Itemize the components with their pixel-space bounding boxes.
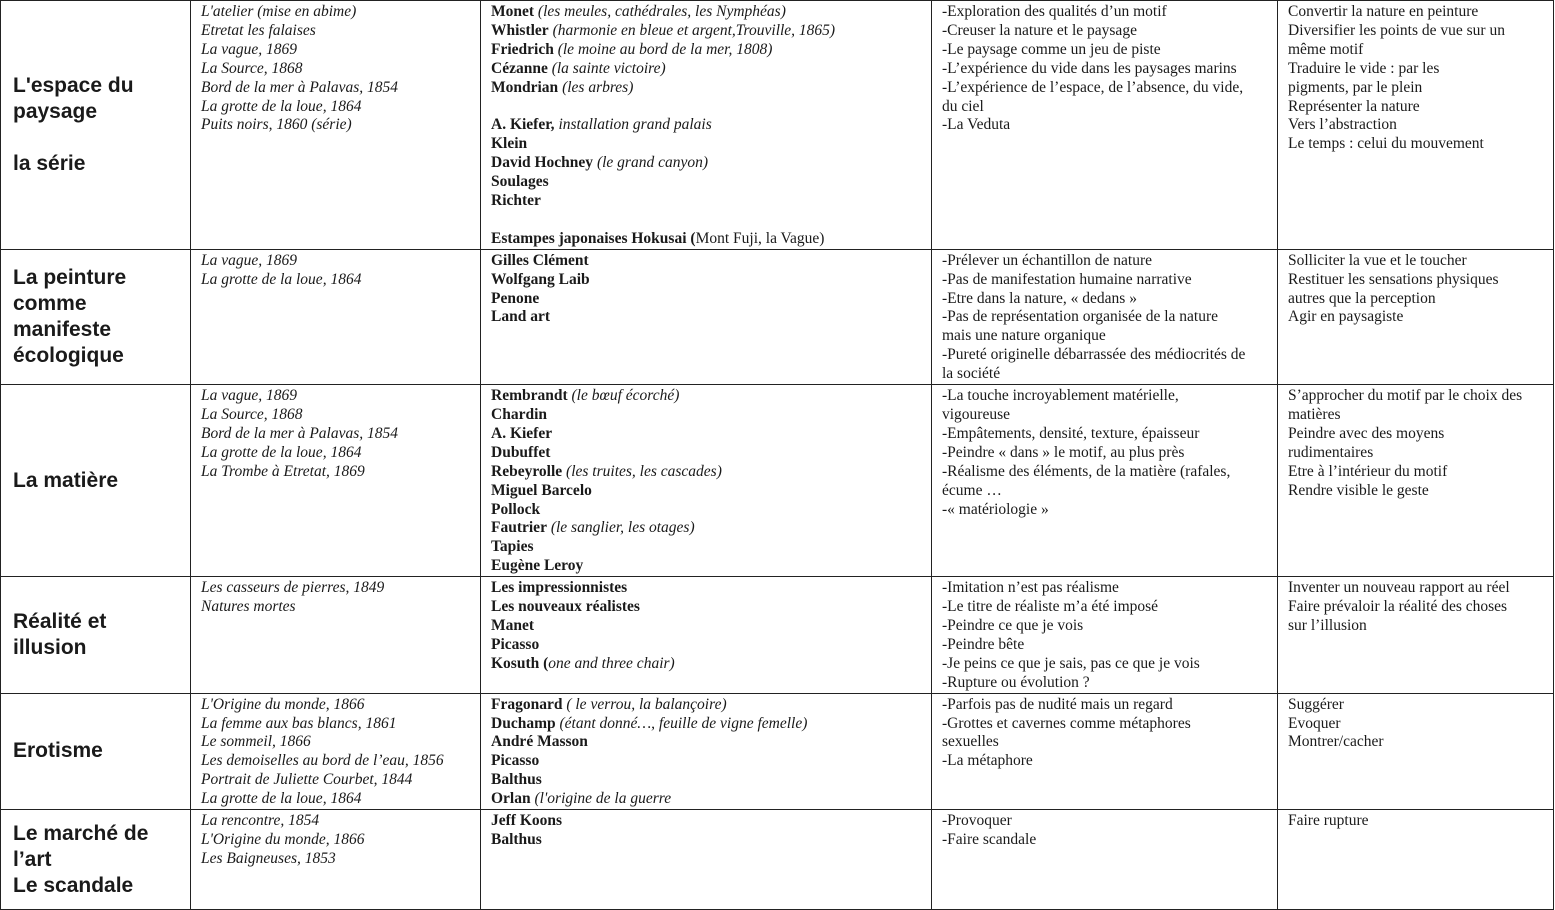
artist-name: David Hochney xyxy=(491,154,594,172)
artist-note: (l'origine de la guerre xyxy=(530,790,672,808)
work-item: La Trombe à Etretat, 1869 xyxy=(201,462,365,480)
goal-item: Faire rupture xyxy=(1288,812,1369,830)
artist-name: Estampes japonaises Hokusai ( xyxy=(491,229,696,247)
artist-note: (le moine au bord de la mer, 1808) xyxy=(553,40,773,58)
approach-item: -L’expérience de l’espace, de l’absence, du vide, xyxy=(942,78,1244,96)
artist-name: Manet xyxy=(491,616,535,634)
goal-item: rudimentaires xyxy=(1288,443,1374,461)
goal-item: Faire prévaloir la réalité des choses xyxy=(1288,598,1508,616)
goal-item: matières xyxy=(1288,406,1341,423)
approach-item: -Prélever un échantillon de nature xyxy=(942,251,1153,269)
approach-item: -Pas de manifestation humaine narrative xyxy=(942,270,1192,288)
artist-name: Fragonard xyxy=(491,695,563,713)
artists-cell xyxy=(481,385,932,577)
artist-note: (harmonie en bleue et argent,Trouville, 1865) xyxy=(548,21,836,39)
table-body xyxy=(1,1,1554,910)
artist-item xyxy=(491,501,923,520)
artist-name: Duchamp xyxy=(491,714,556,732)
work-item: Les Baigneuses, 1853 xyxy=(201,849,336,867)
approach-item: -La métaphore xyxy=(942,752,1033,770)
goal-item: Diversifier les points de vue sur un xyxy=(1288,21,1505,39)
artist-item xyxy=(491,271,923,290)
goal-item: Solliciter la vue et le toucher xyxy=(1288,251,1467,269)
artist-note-plain: Mont Fuji, la Vague) xyxy=(695,229,825,247)
artist-name: Whistler xyxy=(491,21,549,39)
artist-name: Chardin xyxy=(491,406,547,423)
artist-name: Richter xyxy=(491,192,541,210)
artist-note: (les meules, cathédrales, les Nymphéas) xyxy=(534,3,786,20)
artist-name: Monet xyxy=(491,3,535,20)
artist-name: Balthus xyxy=(491,771,542,789)
artist-name: Land art xyxy=(491,308,550,326)
goal-item: Le temps : celui du mouvement xyxy=(1288,135,1484,153)
artist-item xyxy=(491,519,923,538)
approach-item: -Provoquer xyxy=(942,812,1012,830)
approach-item: -Peindre ce que je vois xyxy=(942,616,1084,634)
artist-item xyxy=(491,812,923,831)
artist-item xyxy=(491,482,923,501)
approach-item: -Le paysage comme un jeu de piste xyxy=(942,40,1161,58)
approach-item: la société xyxy=(942,365,1001,383)
artist-item xyxy=(491,598,923,617)
artist-name: Jeff Koons xyxy=(491,812,563,830)
approaches-cell xyxy=(932,693,1278,809)
artist-item xyxy=(491,557,923,576)
work-item: Bord de la mer à Palavas, 1854 xyxy=(201,78,399,96)
goal-item: sur l’illusion xyxy=(1288,616,1367,634)
approach-item: -Le titre de réaliste m’a été imposé xyxy=(942,598,1159,616)
artist-note: (le bœuf écorché) xyxy=(567,387,680,405)
goal-item: Suggérer xyxy=(1288,695,1344,713)
artist-item xyxy=(491,387,923,406)
goals-cell xyxy=(1278,693,1554,809)
work-item: La femme aux bas blancs, 1861 xyxy=(201,714,397,732)
approach-item: -Creuser la nature et le paysage xyxy=(942,21,1137,39)
artist-name: Eugène Leroy xyxy=(491,557,584,575)
table-row xyxy=(1,693,1554,809)
artist-item xyxy=(491,655,923,674)
artist-note: (le grand canyon) xyxy=(593,154,708,172)
works-cell xyxy=(191,810,481,910)
approaches-cell xyxy=(932,577,1278,693)
artist-name: Balthus xyxy=(491,830,542,848)
goal-item: Représenter la nature xyxy=(1288,97,1420,115)
artist-item xyxy=(491,135,923,154)
approach-item: sexuelles xyxy=(942,733,999,751)
theme-cell: Le marché de l’art Le scandale xyxy=(1,810,191,910)
artist-name: André Masson xyxy=(491,733,588,751)
work-item: Portrait de Juliette Courbet, 1844 xyxy=(201,771,413,789)
artist-item xyxy=(491,790,923,809)
goal-item: Evoquer xyxy=(1288,714,1341,732)
works-cell xyxy=(191,249,481,384)
artist-item xyxy=(491,752,923,771)
approach-item: -Je peins ce que je sais, pas ce que je vois xyxy=(942,654,1200,672)
artist-name: Kosuth ( xyxy=(491,654,549,672)
approach-item: -Peindre « dans » le motif, au plus près xyxy=(942,443,1185,461)
artist-name: Friedrich xyxy=(491,40,554,58)
artist-name: Picasso xyxy=(491,635,540,653)
artist-note: (les arbres) xyxy=(558,78,634,96)
approaches-cell xyxy=(932,385,1278,577)
goal-item: autres que la perception xyxy=(1288,289,1436,307)
artist-item xyxy=(491,538,923,557)
work-item: Etretat les falaises xyxy=(201,21,316,39)
artists-cell xyxy=(481,693,932,809)
artists-cell xyxy=(481,810,932,910)
approach-item: -L’expérience du vide dans les paysages marins xyxy=(942,59,1237,77)
artist-note: installation grand palais xyxy=(554,116,712,134)
goal-item: Vers l’abstraction xyxy=(1288,116,1397,134)
works-cell xyxy=(191,1,481,250)
artist-name: A. Kiefer xyxy=(491,424,553,442)
artist-name: Les nouveaux réalistes xyxy=(491,598,640,616)
work-item: Bord de la mer à Palavas, 1854 xyxy=(201,424,399,442)
approach-item: -La touche incroyablement matérielle, xyxy=(942,387,1179,405)
work-item: Les casseurs de pierres, 1849 xyxy=(201,579,385,597)
approaches-cell xyxy=(932,249,1278,384)
artist-item xyxy=(491,192,923,211)
work-item: L'Origine du monde, 1866 xyxy=(201,830,365,848)
artist-item xyxy=(491,41,923,60)
artist-item xyxy=(491,463,923,482)
work-item: La vague, 1869 xyxy=(201,251,298,269)
artist-item xyxy=(491,98,923,117)
table-row xyxy=(1,810,1554,910)
approach-item: -Parfois pas de nudité mais un regard xyxy=(942,695,1173,713)
artist-name: Wolfgang Laib xyxy=(491,270,590,288)
artist-name: Les impressionnistes xyxy=(491,579,628,597)
goal-item: Restituer les sensations physiques xyxy=(1288,270,1499,288)
approach-item: -Imitation n’est pas réalisme xyxy=(942,579,1119,597)
approach-item: -« matériologie » xyxy=(942,500,1049,518)
table-row xyxy=(1,385,1554,577)
goal-item: Traduire le vide : par les xyxy=(1288,59,1440,77)
approaches-cell xyxy=(932,810,1278,910)
approach-item: -Peindre bête xyxy=(942,635,1025,653)
work-item: La grotte de la loue, 1864 xyxy=(201,270,362,288)
works-cell xyxy=(191,693,481,809)
theme-cell: Réalité et illusion xyxy=(1,577,191,693)
artist-item xyxy=(491,579,923,598)
table-row xyxy=(1,577,1554,693)
theme-cell: L'espace du paysage la série xyxy=(1,1,191,250)
work-item: L'Origine du monde, 1866 xyxy=(201,695,365,713)
goals-cell xyxy=(1278,810,1554,910)
artist-item xyxy=(491,444,923,463)
artist-name: A. Kiefer, xyxy=(491,116,555,134)
artist-note: (la sainte victoire) xyxy=(547,59,666,77)
artist-item xyxy=(491,79,923,98)
work-item: L'atelier (mise en abime) xyxy=(201,3,357,20)
approach-item: -Pureté originelle débarrassée des médiocrités de xyxy=(942,346,1246,364)
work-item: Les demoiselles au bord de l’eau, 1856 xyxy=(201,752,444,770)
artist-note: (étant donné…, feuille de vigne femelle) xyxy=(555,714,808,732)
approach-item: -Pas de représentation organisée de la nature xyxy=(942,308,1219,326)
approach-item: -Rupture ou évolution ? xyxy=(942,673,1090,691)
work-item: La Source, 1868 xyxy=(201,406,303,423)
goal-item: Convertir la nature en peinture xyxy=(1288,3,1479,20)
theme-cell: La peinture comme manifeste écologique xyxy=(1,249,191,384)
artist-name: Miguel Barcelo xyxy=(491,481,592,499)
work-item: La grotte de la loue, 1864 xyxy=(201,790,362,808)
goal-item: Inventer un nouveau rapport au réel xyxy=(1288,579,1510,597)
work-item: Puits noirs, 1860 (série) xyxy=(201,116,352,134)
work-item: La vague, 1869 xyxy=(201,387,298,405)
goals-cell xyxy=(1278,249,1554,384)
artist-item xyxy=(491,3,923,22)
artist-name: Klein xyxy=(491,135,528,153)
work-item: Natures mortes xyxy=(201,598,296,616)
approach-item: du ciel xyxy=(942,97,984,115)
table-row xyxy=(1,249,1554,384)
artist-item xyxy=(491,308,923,327)
approach-item: -Empâtements, densité, texture, épaisseur xyxy=(942,424,1200,442)
artist-name: Mondrian xyxy=(491,78,559,96)
artist-item xyxy=(491,211,923,230)
approaches-cell xyxy=(932,1,1278,250)
goals-cell xyxy=(1278,1,1554,250)
artist-name: Pollock xyxy=(491,500,541,518)
works-cell xyxy=(191,577,481,693)
artist-item xyxy=(491,617,923,636)
goal-item: même motif xyxy=(1288,40,1364,58)
artist-note: ( le verrou, la balançoire) xyxy=(562,695,727,713)
artist-item xyxy=(491,22,923,41)
artist-item xyxy=(491,116,923,135)
artist-item xyxy=(491,406,923,425)
goal-item: Rendre visible le geste xyxy=(1288,481,1429,499)
approach-item: -Etre dans la nature, « dedans » xyxy=(942,289,1137,307)
goal-item: S’approcher du motif par le choix des xyxy=(1288,387,1523,405)
table-row xyxy=(1,1,1554,250)
work-item: La rencontre, 1854 xyxy=(201,812,320,830)
artist-item xyxy=(491,696,923,715)
artist-item xyxy=(491,252,923,271)
approach-item: -Faire scandale xyxy=(942,830,1037,848)
artist-name: Dubuffet xyxy=(491,443,551,461)
artist-name: Orlan xyxy=(491,790,531,808)
artist-note: one and three chair) xyxy=(548,654,675,672)
artist-name: Rebeyrolle xyxy=(491,462,563,480)
work-item: La grotte de la loue, 1864 xyxy=(201,97,362,115)
artist-item xyxy=(491,733,923,752)
artists-cell xyxy=(481,577,932,693)
artist-item xyxy=(491,173,923,192)
artist-item xyxy=(491,230,923,249)
goals-cell xyxy=(1278,577,1554,693)
approach-item: -Exploration des qualités d’un motif xyxy=(942,3,1167,20)
work-item: Le sommeil, 1866 xyxy=(201,733,311,751)
approach-item: mais une nature organique xyxy=(942,327,1106,345)
artist-name: Rembrandt xyxy=(491,387,568,405)
goal-item: Peindre avec des moyens xyxy=(1288,424,1445,442)
artist-item xyxy=(491,636,923,655)
artist-name: Cézanne xyxy=(491,59,548,77)
goal-item: Montrer/cacher xyxy=(1288,733,1384,751)
theme-cell: Erotisme xyxy=(1,693,191,809)
artist-item xyxy=(491,290,923,309)
artist-item xyxy=(491,715,923,734)
approach-item: vigoureuse xyxy=(942,406,1011,423)
artist-note: (le sanglier, les otages) xyxy=(546,519,695,537)
approach-item: -La Veduta xyxy=(942,116,1011,134)
work-item: La grotte de la loue, 1864 xyxy=(201,443,362,461)
artist-name: Tapies xyxy=(491,538,534,556)
goals-cell xyxy=(1278,385,1554,577)
work-item: La Source, 1868 xyxy=(201,59,303,77)
goal-item: pigments, par le plein xyxy=(1288,78,1423,96)
goal-item: Agir en paysagiste xyxy=(1288,308,1404,326)
artist-name: Fautrier xyxy=(491,519,547,537)
artist-name: Soulages xyxy=(491,173,549,191)
artist-name: Penone xyxy=(491,289,540,307)
approach-item: écume … xyxy=(942,481,1002,499)
works-cell xyxy=(191,385,481,577)
artist-item xyxy=(491,771,923,790)
artist-name: Gilles Clément xyxy=(491,251,589,269)
goal-item: Etre à l’intérieur du motif xyxy=(1288,462,1448,480)
artist-note: (les truites, les cascades) xyxy=(562,462,722,480)
work-item: La vague, 1869 xyxy=(201,40,298,58)
theme-cell: La matière xyxy=(1,385,191,577)
approach-item: -Réalisme des éléments, de la matière (rafales, xyxy=(942,462,1231,480)
artists-cell xyxy=(481,1,932,250)
artist-item xyxy=(491,831,923,850)
artist-item xyxy=(491,154,923,173)
artist-item xyxy=(491,425,923,444)
approach-item: -Grottes et cavernes comme métaphores xyxy=(942,714,1191,732)
artist-item xyxy=(491,60,923,79)
artist-name: Picasso xyxy=(491,752,540,770)
artists-cell xyxy=(481,249,932,384)
